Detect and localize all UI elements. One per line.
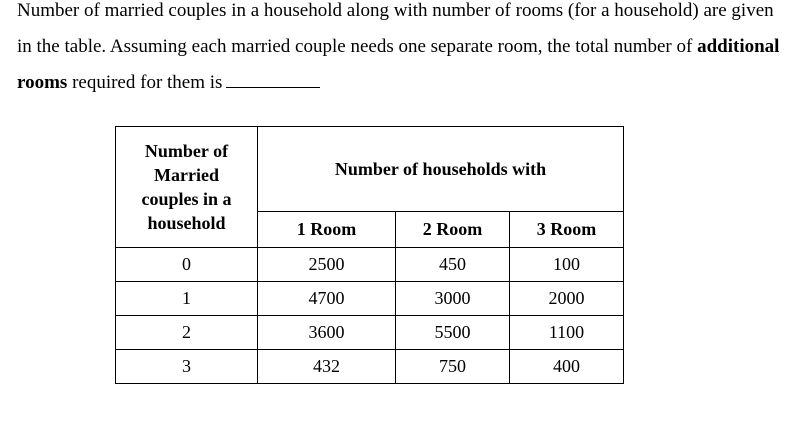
count-cell-1-room: 2500 bbox=[258, 248, 396, 282]
question-text bbox=[17, 0, 787, 101]
question-part-1: Number of married couples in a household along with number of rooms (for a household) are given in the table. Assuming each married couple needs one separate room, the total number of bbox=[17, 0, 774, 57]
count-cell-1-room: 432 bbox=[258, 350, 396, 384]
count-cell-3-room: 100 bbox=[510, 248, 624, 282]
room-header-1: 1 Room bbox=[258, 212, 396, 248]
table-row bbox=[116, 350, 624, 384]
households-header: Number of households with bbox=[258, 127, 624, 212]
couples-cell: 1 bbox=[116, 282, 258, 316]
count-cell-3-room: 400 bbox=[510, 350, 624, 384]
question-part-2: required for them is bbox=[67, 72, 223, 93]
couples-header-line: Married bbox=[154, 165, 219, 185]
count-cell-2-room: 3000 bbox=[396, 282, 510, 316]
answer-blank bbox=[226, 71, 320, 88]
count-cell-2-room: 5500 bbox=[396, 316, 510, 350]
couples-header-line: household bbox=[147, 213, 226, 233]
couples-cell: 3 bbox=[116, 350, 258, 384]
couples-cell: 0 bbox=[116, 248, 258, 282]
table-row bbox=[116, 282, 624, 316]
room-header-2: 2 Room bbox=[396, 212, 510, 248]
table-row bbox=[116, 316, 624, 350]
couples-header-line: couples in a bbox=[141, 189, 232, 209]
room-header-3: 3 Room bbox=[510, 212, 624, 248]
table-row bbox=[116, 248, 624, 282]
couples-column-header bbox=[116, 127, 258, 248]
couples-cell: 2 bbox=[116, 316, 258, 350]
question-bold-phrase: additional rooms bbox=[17, 36, 780, 93]
count-cell-3-room: 1100 bbox=[510, 316, 624, 350]
count-cell-1-room: 4700 bbox=[258, 282, 396, 316]
count-cell-1-room: 3600 bbox=[258, 316, 396, 350]
couples-header-line: Number of bbox=[144, 141, 229, 161]
households-table bbox=[115, 126, 624, 384]
count-cell-3-room: 2000 bbox=[510, 282, 624, 316]
count-cell-2-room: 450 bbox=[396, 248, 510, 282]
count-cell-2-room: 750 bbox=[396, 350, 510, 384]
